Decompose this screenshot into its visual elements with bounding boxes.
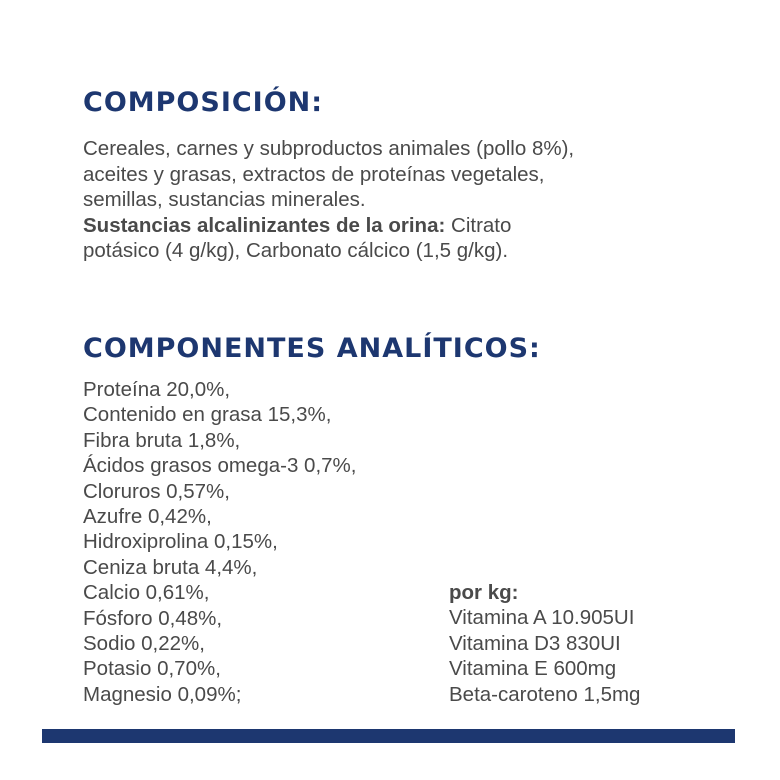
- composition-line: aceites y grasas, extractos de proteínas vegetales,: [83, 162, 545, 186]
- list-item: Cloruros 0,57%,: [83, 479, 230, 503]
- list-item: Calcio 0,61%,: [83, 581, 210, 605]
- alkalizing-line: [83, 213, 733, 239]
- alkalizing-text: Citrato: [451, 213, 512, 237]
- list-item: Ceniza bruta 4,4%,: [83, 555, 258, 579]
- vitamin-item: Vitamina E 600mg: [449, 657, 617, 681]
- analytical-list: [83, 377, 356, 707]
- composition-text: [83, 136, 733, 264]
- list-item: Azufre 0,42%,: [83, 505, 212, 529]
- vitamins-block: [449, 580, 640, 707]
- list-item: Sodio 0,22%,: [83, 632, 205, 656]
- list-item: Contenido en grasa 15,3%,: [83, 403, 332, 427]
- composition-line: Cereales, carnes y subproductos animales (pollo 8%),: [83, 137, 575, 160]
- list-item: Hidroxiprolina 0,15%,: [83, 530, 278, 554]
- vitamin-list: [449, 605, 640, 707]
- bottom-divider-bar: [42, 729, 735, 743]
- list-item: Magnesio 0,09%;: [83, 682, 242, 706]
- list-item: Fósforo 0,48%,: [83, 606, 223, 630]
- composition-line: semillas, sustancias minerales.: [83, 188, 366, 211]
- list-item: Fibra bruta 1,8%,: [83, 428, 241, 452]
- vitamins-title: por kg:: [449, 581, 519, 604]
- list-item: Proteína 20,0%,: [83, 378, 231, 401]
- vitamin-item: Beta-caroteno 1,5mg: [449, 682, 641, 706]
- alkalizing-label: Sustancias alcalinizantes de la orina:: [83, 213, 446, 237]
- vitamin-item: Vitamina D3 830UI: [449, 631, 621, 655]
- alkalizing-line: potásico (4 g/kg), Carbonato cálcico (1,5 g/kg).: [83, 239, 509, 262]
- analytical-heading: COMPONENTES ANALÍTICOS:: [83, 333, 541, 364]
- vitamin-item: Vitamina A 10.905UI: [449, 606, 635, 630]
- list-item: Ácidos grasos omega-3 0,7%,: [83, 454, 357, 478]
- list-item: Potasio 0,70%,: [83, 657, 221, 681]
- composition-heading: COMPOSICIÓN:: [83, 87, 324, 118]
